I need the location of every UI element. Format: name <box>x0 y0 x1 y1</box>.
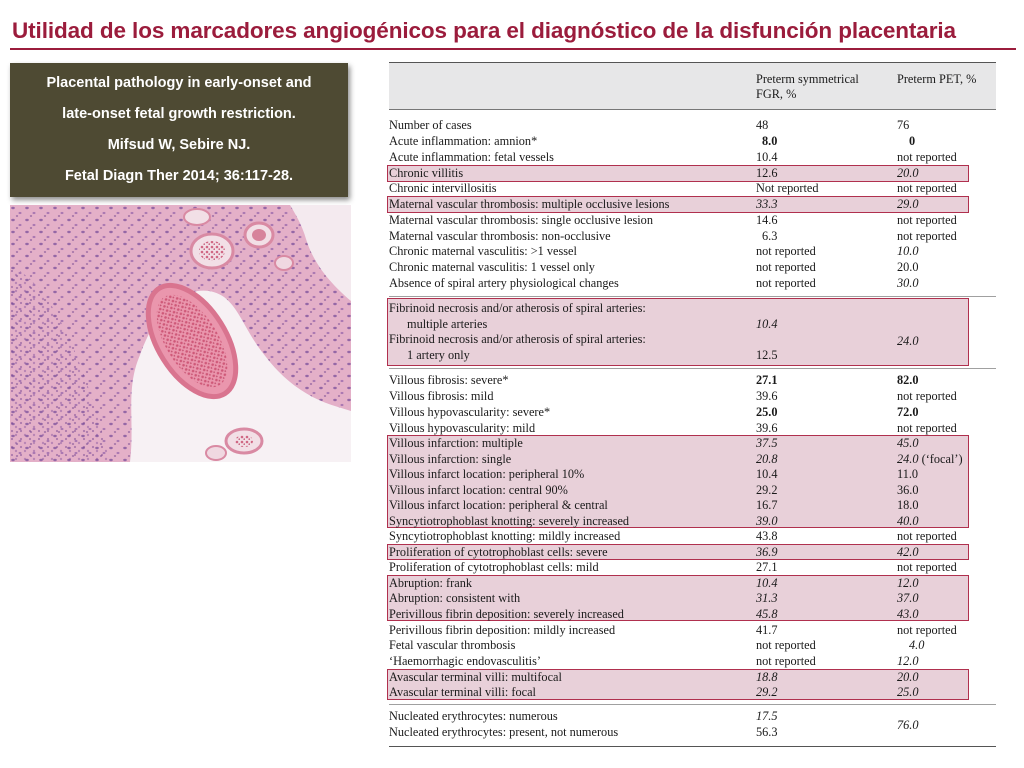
row-label: Abruption: consistent with <box>389 591 521 605</box>
pet-value: 20.0 <box>897 166 919 180</box>
row-label: Proliferation of cytotrophoblast cells: mild <box>389 560 599 574</box>
row-label: Nucleated erythrocytes: present, not numerous <box>389 725 619 739</box>
row-label: Proliferation of cytotrophoblast cells: severe <box>389 545 608 559</box>
row-label: Chronic villitis <box>389 166 464 180</box>
row-label: ‘Haemorrhagic endovasculitis’ <box>389 654 541 668</box>
fgr-value: 56.3 <box>756 725 778 739</box>
pet-value: 20.0 <box>897 670 919 684</box>
pet-value: not reported <box>897 389 957 403</box>
pet-value: 24.0 <box>897 334 919 348</box>
row-label: Villous fibrosis: severe* <box>389 373 509 387</box>
row-label: Villous hypovascularity: mild <box>389 421 536 435</box>
reference-title-line-1: Placental pathology in early-onset and <box>46 75 312 91</box>
pet-value: 37.0 <box>897 591 919 605</box>
pet-value: 25.0 <box>897 685 919 699</box>
pet-value: 18.0 <box>897 498 919 512</box>
fgr-value: 43.8 <box>756 529 778 543</box>
fgr-value: Not reported <box>756 181 819 195</box>
pet-value: 82.0 <box>897 373 919 387</box>
fgr-value: 10.4 <box>756 576 778 590</box>
pet-value: 76 <box>897 118 910 132</box>
row-label: 1 artery only <box>407 348 470 362</box>
fgr-value: 25.0 <box>756 405 778 419</box>
row-label: Maternal vascular thrombosis: single occlusive lesion <box>389 213 653 227</box>
pet-value: 30.0 <box>897 276 919 290</box>
fgr-value: 12.6 <box>756 166 778 180</box>
fgr-value: 39.6 <box>756 421 778 435</box>
pet-value: not reported <box>897 529 957 543</box>
table-header <box>389 62 996 110</box>
title-divider <box>10 48 1016 50</box>
fgr-value: 10.4 <box>756 467 778 481</box>
pet-value: 0 <box>909 134 916 148</box>
fgr-value: 27.1 <box>756 560 778 574</box>
row-label: Maternal vascular thrombosis: multiple occlusive lesions <box>389 197 670 211</box>
row-label: Fetal vascular thrombosis <box>389 638 516 652</box>
row-label: Acute inflammation: amnion* <box>389 134 538 148</box>
placenta-histology-image <box>10 205 351 462</box>
pet-value: 12.0 <box>897 654 919 668</box>
fgr-value: 33.3 <box>756 197 778 211</box>
pet-value: 72.0 <box>897 405 919 419</box>
row-label: Villous infarction: single <box>389 452 512 466</box>
pet-value: 42.0 <box>897 545 919 559</box>
pet-value: 43.0 <box>897 607 919 621</box>
column-header-fgr: Preterm symmetrical FGR, % <box>756 72 859 101</box>
fgr-value: 17.5 <box>756 709 778 723</box>
fgr-value: 36.9 <box>756 545 778 559</box>
pet-value: 4.0 <box>909 638 925 652</box>
row-label: Nucleated erythrocytes: numerous <box>389 709 558 723</box>
fgr-value: 27.1 <box>756 373 778 387</box>
row-label: Villous infarction: multiple <box>389 436 523 450</box>
pet-value: 20.0 <box>897 260 919 274</box>
fgr-value: 20.8 <box>756 452 778 466</box>
reference-authors: Mifsud W, Sebire NJ. <box>107 137 251 153</box>
row-label: Syncytiotrophoblast knotting: mildly increased <box>389 529 621 543</box>
fgr-value: 14.6 <box>756 213 778 227</box>
table-bottom-rule <box>389 746 996 747</box>
row-label: Chronic intervillositis <box>389 181 497 195</box>
row-label: Syncytiotrophoblast knotting: severely increased <box>389 514 630 528</box>
fgr-value: 10.4 <box>756 317 778 331</box>
fgr-value: 39.6 <box>756 389 778 403</box>
fgr-value: 31.3 <box>756 591 778 605</box>
row-label: Acute inflammation: fetal vessels <box>389 150 554 164</box>
slide-title: Utilidad de los marcadores angiogénicos para el diagnóstico de la disfunción placentaria <box>12 18 956 43</box>
fgr-value: not reported <box>756 276 816 290</box>
fgr-value: 29.2 <box>756 483 778 497</box>
row-label: Abruption: frank <box>389 576 472 590</box>
fgr-value: 29.2 <box>756 685 778 699</box>
reference-citation: Fetal Diagn Ther 2014; 36:117-28. <box>64 168 294 184</box>
fgr-value: 18.8 <box>756 670 778 684</box>
fgr-value: 10.4 <box>756 150 778 164</box>
section-divider <box>389 368 996 369</box>
fgr-value: 39.0 <box>756 514 778 528</box>
highlight-box <box>387 165 969 182</box>
pet-value: not reported <box>897 229 957 243</box>
row-label: Maternal vascular thrombosis: non-occlusive <box>389 229 611 243</box>
row-label: Perivillous fibrin deposition: mildly increased <box>389 623 616 637</box>
row-label: Number of cases <box>389 118 472 132</box>
pet-value: not reported <box>897 150 957 164</box>
fgr-value: 6.3 <box>762 229 778 243</box>
fgr-value: 12.5 <box>756 348 778 362</box>
row-label: Fibrinoid necrosis and/or atherosis of spiral arteries: <box>389 332 646 346</box>
fgr-value: 16.7 <box>756 498 778 512</box>
pet-value <box>897 452 963 468</box>
pet-value: not reported <box>897 421 957 435</box>
reference-box <box>10 63 348 197</box>
fgr-value: not reported <box>756 654 816 668</box>
pet-value: not reported <box>897 560 957 574</box>
fgr-value: 48 <box>756 118 769 132</box>
pet-value: 40.0 <box>897 514 919 528</box>
pet-number: 24.0 <box>897 452 919 466</box>
row-label: Villous fibrosis: mild <box>389 389 494 403</box>
pet-value: not reported <box>897 213 957 227</box>
row-label: Villous hypovascularity: severe* <box>389 405 551 419</box>
pet-value: not reported <box>897 181 957 195</box>
reference-title-line-2: late-onset fetal growth restriction. <box>62 106 296 122</box>
pet-value: 36.0 <box>897 483 919 497</box>
row-label: Fibrinoid necrosis and/or atherosis of spiral arteries: <box>389 301 646 315</box>
section-divider <box>389 704 996 705</box>
pet-value: 12.0 <box>897 576 919 590</box>
row-label: Chronic maternal vasculitis: 1 vessel only <box>389 260 595 274</box>
fgr-value: not reported <box>756 638 816 652</box>
row-label: Villous infarct location: peripheral 10% <box>389 467 585 481</box>
row-label: Avascular terminal villi: focal <box>389 685 536 699</box>
pet-value: 10.0 <box>897 244 919 258</box>
fgr-value: 45.8 <box>756 607 778 621</box>
pet-value: 11.0 <box>897 467 919 481</box>
row-label: Villous infarct location: peripheral & central <box>389 498 608 512</box>
fgr-value: not reported <box>756 244 816 258</box>
row-label: Avascular terminal villi: multifocal <box>389 670 562 684</box>
pet-value: 76.0 <box>897 718 919 732</box>
row-label: Chronic maternal vasculitis: >1 vessel <box>389 244 577 258</box>
fgr-value: not reported <box>756 260 816 274</box>
pet-note: (‘focal’) <box>918 452 963 466</box>
fgr-value: 37.5 <box>756 436 778 450</box>
fgr-value: 8.0 <box>762 134 778 148</box>
row-label: Villous infarct location: central 90% <box>389 483 568 497</box>
pet-value: 45.0 <box>897 436 919 450</box>
pet-value: 29.0 <box>897 197 919 211</box>
row-label: Absence of spiral artery physiological changes <box>389 276 619 290</box>
column-header-pet: Preterm PET, % <box>897 72 977 86</box>
row-label: Perivillous fibrin deposition: severely increased <box>389 607 624 621</box>
pet-value: not reported <box>897 623 957 637</box>
section-divider <box>389 296 996 297</box>
pathology-table <box>389 62 996 739</box>
fgr-value: 41.7 <box>756 623 778 637</box>
row-label: multiple arteries <box>407 317 488 331</box>
